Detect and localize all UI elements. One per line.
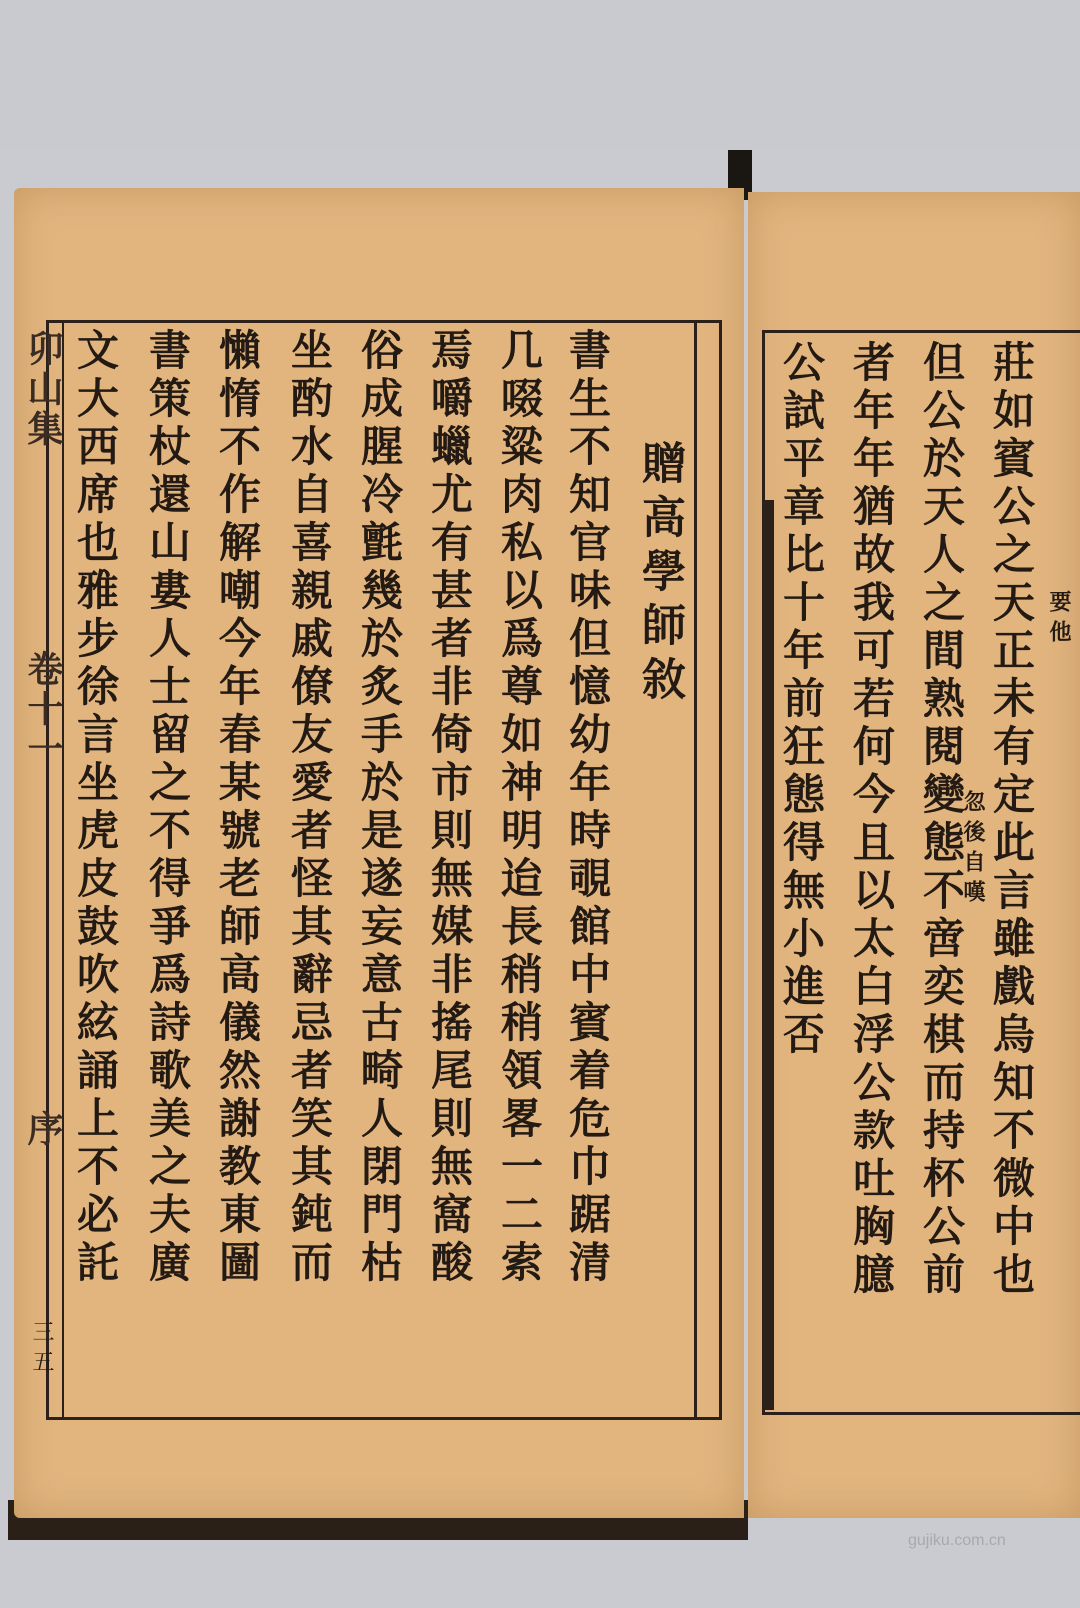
- text-column: 公試平章比十年前狂態得無小進否: [777, 340, 826, 1060]
- left-inner-rule: [62, 320, 64, 1420]
- text-column: 者年年猶故我可若何今且以太白浮公款吐胸臆: [847, 340, 896, 1300]
- left-title-rule: [694, 320, 697, 1420]
- text-column: 俗成腥冷氈幾於炙手於是遂妄意古畸人閉門枯: [355, 328, 404, 1288]
- text-column: 但公於天人之間熟閱變態不啻奕棋而持杯公前: [917, 340, 966, 1300]
- text-column: 坐酌水自喜親戚僚友愛者怪其辭忌者笑其鈍而: [285, 328, 334, 1288]
- text-column: 几啜粱肉私以爲尊如神明迨長稍稍領畧一二索: [495, 328, 544, 1288]
- text-column: 懶惰不作解嘲今年春某號老師高儀然謝教東圖: [213, 328, 262, 1288]
- text-column: 焉嚼蠟尤有甚者非倚市則無媒非搖尾則無窩酸: [425, 328, 474, 1288]
- juan-margin: 卷十一: [22, 650, 64, 770]
- scan-background-top: [0, 0, 1080, 150]
- section-margin: 序: [22, 1110, 64, 1150]
- text-column: 文大西席也雅步徐言坐虎皮鼓吹絃誦上不必託: [71, 328, 120, 1288]
- text-column-title: 贈高學師敘: [634, 440, 685, 710]
- site-watermark: gujiku.com.cn: [908, 1532, 1006, 1549]
- text-column: 書生不知官味但憶幼年時覗館中賓着危巾踞清: [563, 328, 612, 1288]
- folio-number: 三五: [29, 1320, 54, 1380]
- book-title-margin: 卯山集: [22, 330, 64, 450]
- annotation-top: 要他: [1046, 590, 1072, 650]
- text-column: 莊如賓公之天正未有定此言雖戲烏知不微中也: [987, 340, 1036, 1300]
- text-column: 書策杖還山婁人士留之不得爭爲詩歌美之夫廣: [143, 328, 192, 1288]
- annotation-middle: 忽後自嘆: [960, 790, 986, 910]
